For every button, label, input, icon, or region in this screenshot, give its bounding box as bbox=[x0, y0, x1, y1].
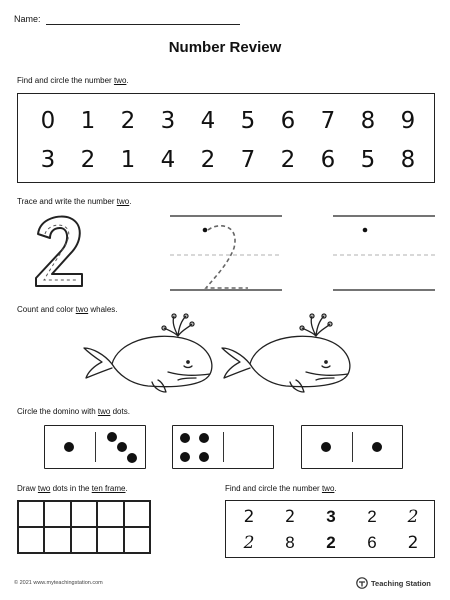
ten-frame-cell[interactable] bbox=[124, 527, 150, 553]
number-cell[interactable]: 3 bbox=[326, 507, 336, 526]
number-cell[interactable]: 6 bbox=[367, 533, 377, 552]
font-number-row-2 bbox=[234, 533, 428, 553]
number-cell[interactable]: 1 bbox=[80, 108, 96, 134]
number-cell[interactable]: 8 bbox=[285, 533, 295, 552]
number-cell[interactable]: 6 bbox=[320, 147, 336, 173]
ten-frame-cell[interactable] bbox=[71, 501, 97, 527]
whale-picture-1[interactable] bbox=[82, 312, 222, 396]
writing-lines-trace[interactable] bbox=[170, 210, 282, 294]
name-label: Name: bbox=[14, 14, 41, 24]
number-cell[interactable]: 2 bbox=[243, 533, 255, 553]
font-number-grid bbox=[225, 500, 435, 558]
number-cell[interactable]: 5 bbox=[360, 147, 376, 173]
domino-1[interactable] bbox=[44, 425, 146, 469]
instruction-find-number bbox=[17, 76, 129, 85]
brand-logo-icon bbox=[356, 577, 368, 589]
instruction-key: two bbox=[321, 484, 335, 493]
instruction-key: ten frame bbox=[91, 484, 126, 493]
number-cell[interactable]: 1 bbox=[120, 147, 136, 173]
domino-divider bbox=[223, 432, 224, 462]
number-cell[interactable]: 2 bbox=[80, 147, 96, 173]
ten-frame-cell[interactable] bbox=[97, 527, 123, 553]
domino-dot bbox=[127, 453, 137, 463]
number-row-1 bbox=[28, 108, 428, 134]
instruction-text: dots in the bbox=[50, 484, 92, 493]
instruction-domino bbox=[17, 407, 130, 416]
number-cell[interactable]: 2 bbox=[120, 108, 136, 134]
number-cell[interactable]: 4 bbox=[200, 108, 216, 134]
domino-3[interactable] bbox=[301, 425, 403, 469]
number-cell[interactable]: 5 bbox=[240, 108, 256, 134]
instruction-end: . bbox=[125, 484, 128, 493]
domino-dot bbox=[107, 432, 117, 442]
number-cell[interactable]: 4 bbox=[160, 147, 176, 173]
instruction-find-number-fonts bbox=[225, 484, 337, 493]
copyright-text: © 2021 www.myteachingstation.com bbox=[14, 580, 103, 586]
ten-frame-cell[interactable] bbox=[71, 527, 97, 553]
domino-dot bbox=[321, 442, 331, 452]
number-row-2 bbox=[28, 147, 428, 173]
instruction-key: two bbox=[75, 305, 89, 314]
instruction-ten-frame bbox=[17, 484, 128, 493]
instruction-key: two bbox=[37, 484, 51, 493]
page-title: Number Review bbox=[168, 39, 282, 56]
instruction-text: Find and circle the number bbox=[225, 484, 322, 493]
instruction-end: dots. bbox=[110, 407, 130, 416]
whale-picture-2[interactable] bbox=[220, 312, 360, 396]
number-cell[interactable]: 8 bbox=[400, 147, 416, 173]
instruction-end: . bbox=[126, 76, 129, 85]
ten-frame-cell[interactable] bbox=[124, 501, 150, 527]
domino-dot bbox=[117, 442, 127, 452]
number-cell[interactable]: 2 bbox=[407, 507, 419, 527]
ten-frame-cell[interactable] bbox=[18, 501, 44, 527]
domino-dot bbox=[199, 452, 209, 462]
ten-frame-cell[interactable] bbox=[44, 501, 70, 527]
number-cell[interactable]: 8 bbox=[360, 108, 376, 134]
number-cell[interactable]: 3 bbox=[40, 147, 56, 173]
ten-frame bbox=[17, 500, 151, 554]
instruction-text: Find and circle the number bbox=[17, 76, 114, 85]
instruction-end: whales. bbox=[88, 305, 118, 314]
number-cell[interactable]: 3 bbox=[160, 108, 176, 134]
domino-divider bbox=[95, 432, 96, 462]
number-cell[interactable]: 2 bbox=[326, 533, 336, 552]
number-cell[interactable]: 2 bbox=[243, 507, 255, 527]
instruction-key: two bbox=[113, 76, 127, 85]
brand-name: Teaching Station bbox=[371, 578, 431, 588]
number-cell[interactable]: 2 bbox=[367, 507, 377, 526]
instruction-key: two bbox=[97, 407, 111, 416]
instruction-text: Circle the domino with bbox=[17, 407, 98, 416]
name-field-line[interactable] bbox=[46, 24, 240, 25]
outline-two-graphic bbox=[30, 212, 110, 292]
number-cell[interactable]: 2 bbox=[200, 147, 216, 173]
number-cell[interactable]: 2 bbox=[284, 507, 296, 527]
number-cell[interactable]: 2 bbox=[407, 533, 419, 553]
domino-dot bbox=[180, 452, 190, 462]
instruction-trace-write bbox=[17, 197, 131, 206]
number-cell[interactable]: 6 bbox=[280, 108, 296, 134]
writing-lines-write[interactable] bbox=[333, 210, 435, 294]
instruction-text: Count and color bbox=[17, 305, 76, 314]
ten-frame-cell[interactable] bbox=[18, 527, 44, 553]
instruction-end: . bbox=[334, 484, 337, 493]
ten-frame-cell[interactable] bbox=[44, 527, 70, 553]
domino-dot bbox=[199, 433, 209, 443]
number-cell[interactable]: 7 bbox=[240, 147, 256, 173]
font-number-row-1 bbox=[234, 507, 428, 527]
number-cell[interactable]: 7 bbox=[320, 108, 336, 134]
number-cell[interactable]: 0 bbox=[40, 108, 56, 134]
number-grid bbox=[17, 93, 435, 183]
number-cell[interactable]: 9 bbox=[400, 108, 416, 134]
domino-divider bbox=[352, 432, 353, 462]
brand-logo bbox=[356, 577, 431, 589]
number-cell[interactable]: 2 bbox=[280, 147, 296, 173]
instruction-text: Trace and write the number bbox=[17, 197, 117, 206]
instruction-end: . bbox=[129, 197, 132, 206]
instruction-key: two bbox=[116, 197, 130, 206]
domino-dot bbox=[372, 442, 382, 452]
domino-dot bbox=[64, 442, 74, 452]
domino-2[interactable] bbox=[172, 425, 274, 469]
instruction-text: Draw bbox=[17, 484, 38, 493]
ten-frame-cell[interactable] bbox=[97, 501, 123, 527]
domino-dot bbox=[180, 433, 190, 443]
